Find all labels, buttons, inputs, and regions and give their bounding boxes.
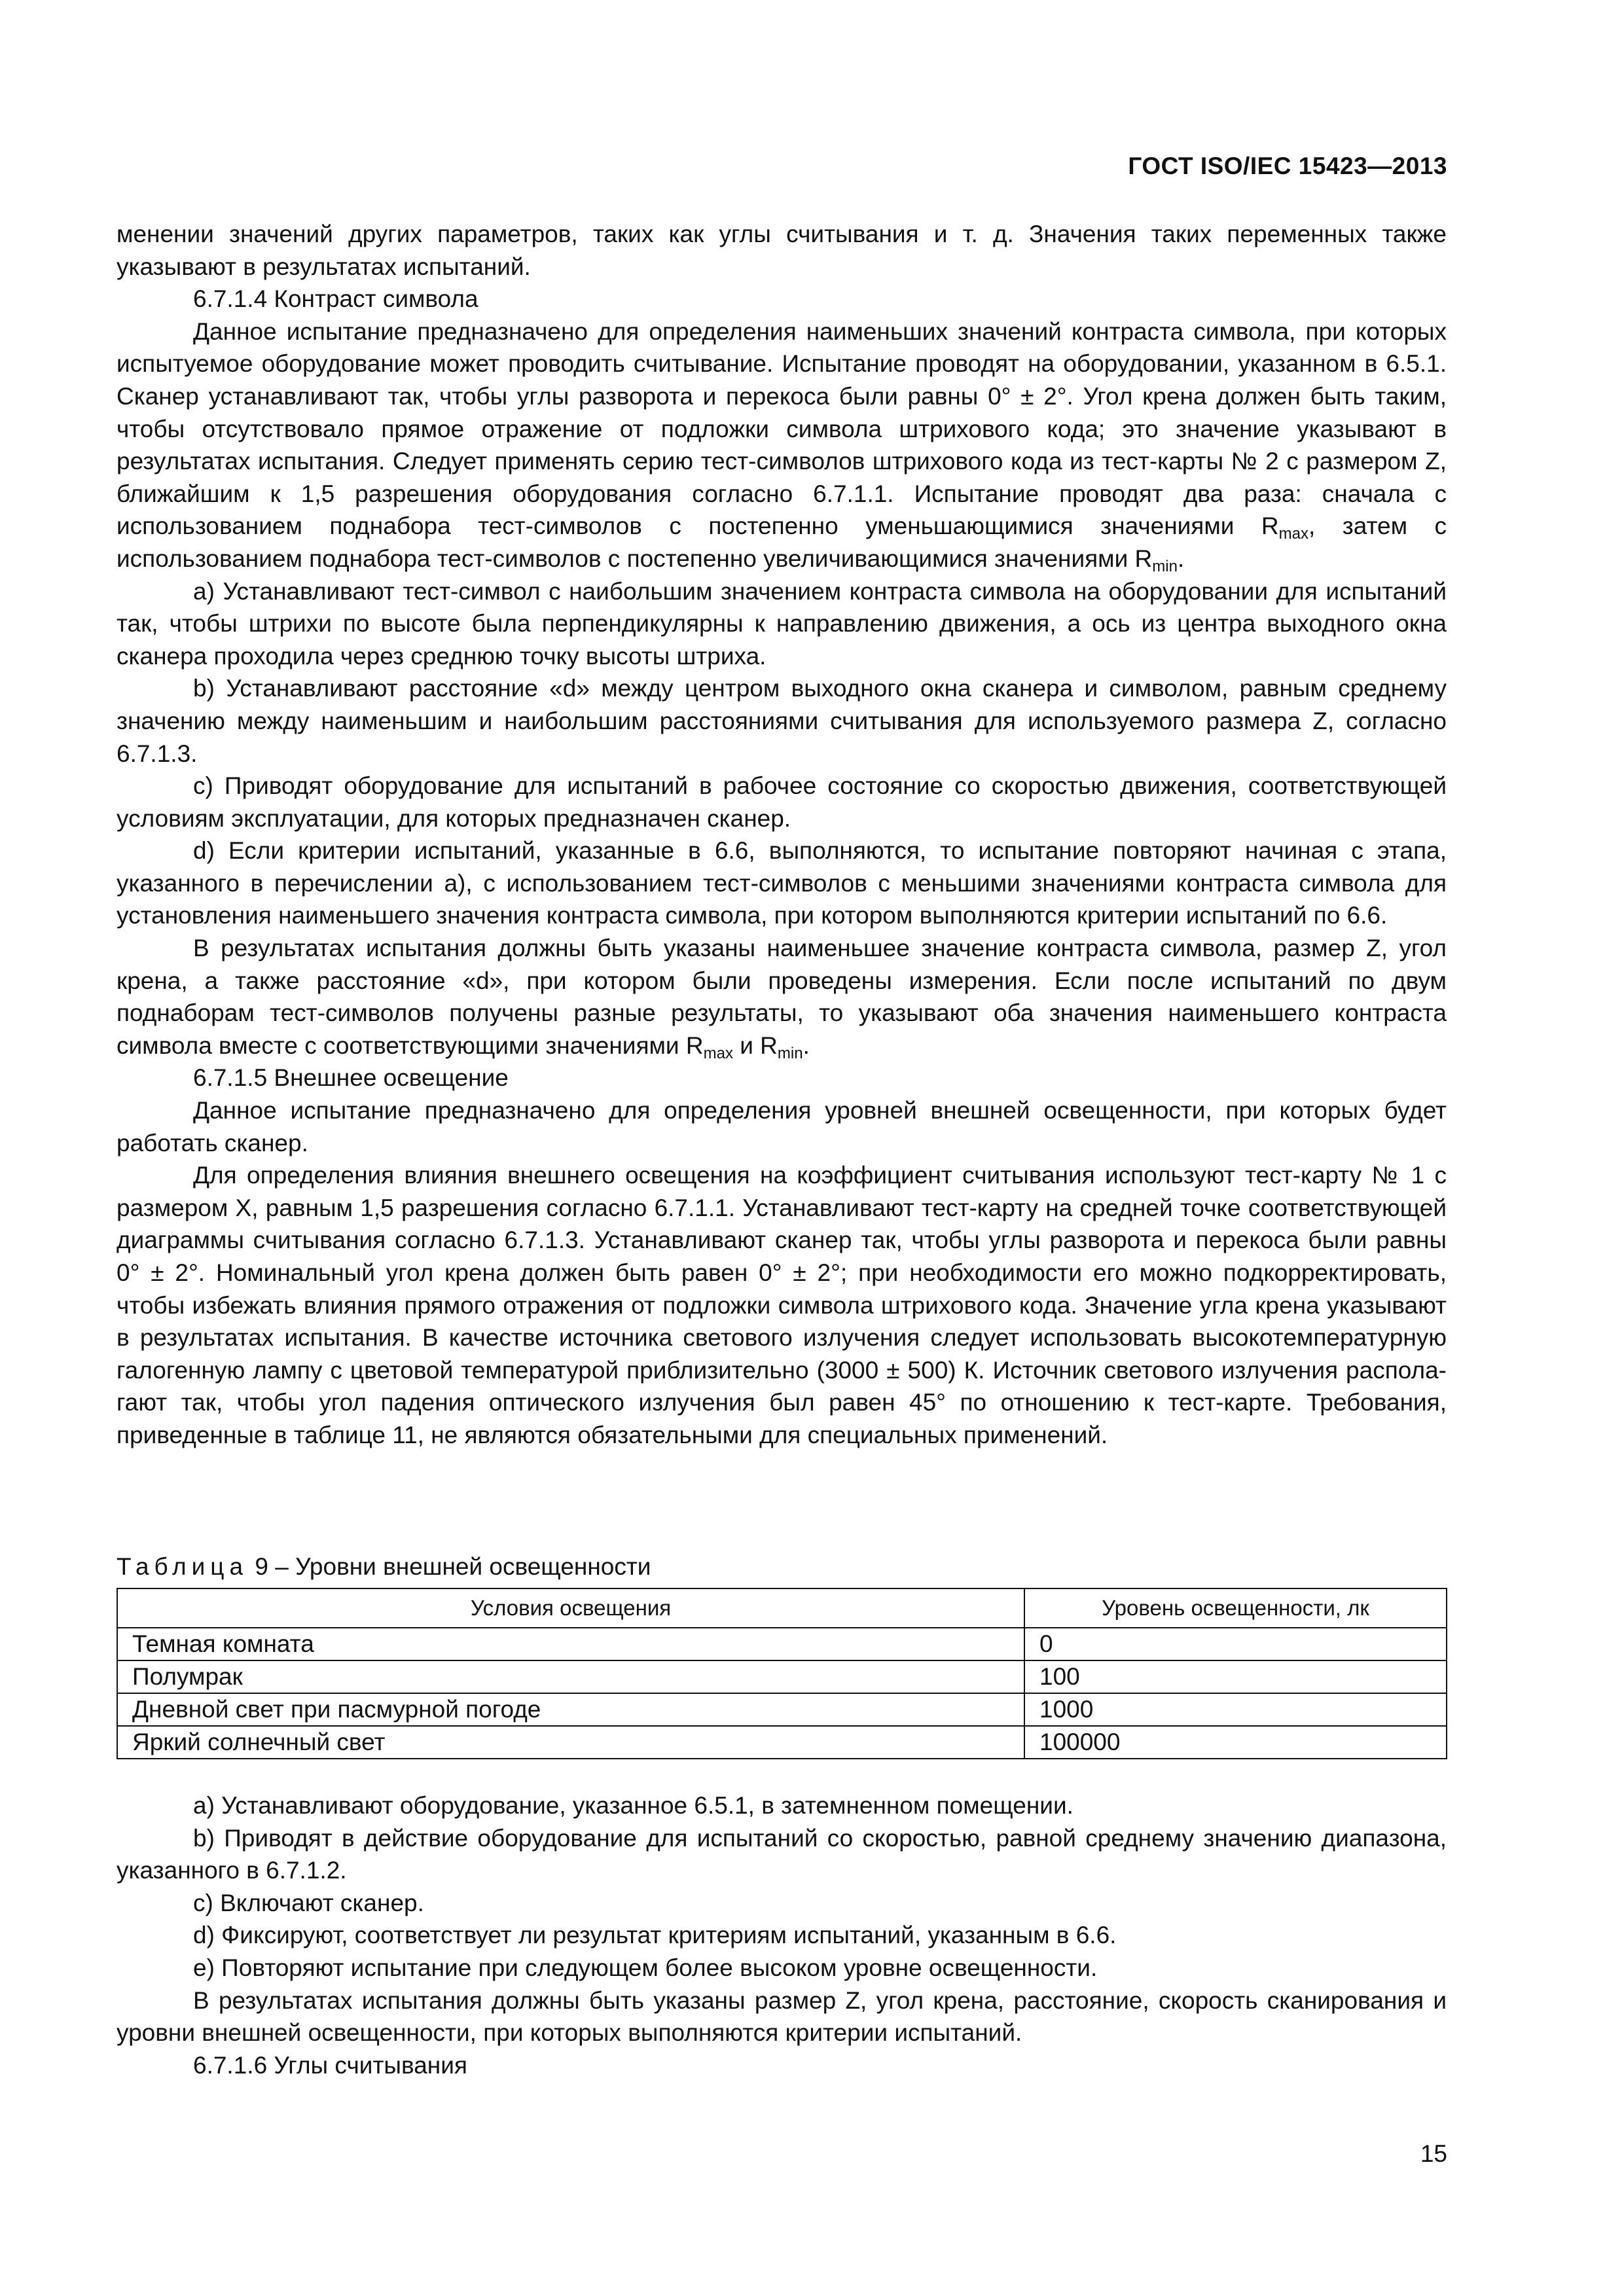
page-number: 15: [1420, 2140, 1447, 2167]
text-run: , затем с использованием поднабора тест-символов с постепенно увеличивающимися значениями R: [117, 512, 1447, 572]
subscript: max: [1278, 525, 1308, 543]
paragraph: менении значений других параметров, таких как углы считывания и т. д. Значения таких переменных также указывают в результатах испытаний.: [117, 221, 1447, 280]
subscript: max: [703, 1044, 733, 1062]
list-item: c) Включают сканер.: [193, 1889, 424, 1916]
table-cell: 1000: [1024, 1693, 1447, 1726]
subscript: min: [1152, 557, 1178, 575]
section-heading: 6.7.1.4 Контраст символа: [193, 285, 478, 313]
body-text-bottom: [117, 1789, 1447, 2081]
table-header-row: [117, 1588, 1447, 1628]
table-row: [117, 1628, 1447, 1660]
section-heading: 6.7.1.6 Углы считывания: [193, 2051, 467, 2079]
table-cell: Полумрак: [117, 1660, 1024, 1693]
paragraph: В результатах испытания должны быть указаны размер Z, угол крена, расстояние, скорость сканирования и уровни внешней освещенности, при которых выполняются критерии испытаний.: [117, 1986, 1447, 2047]
subscript: min: [777, 1044, 803, 1062]
list-item: a) Устанавливают оборудование, указанное 6.5.1, в затемненном помещении.: [193, 1792, 1074, 1819]
paragraph: [117, 932, 1447, 1062]
document-header: ГОСТ ISO/IEC 15423—2013: [1128, 152, 1447, 179]
text-run: .: [1177, 545, 1185, 572]
table-row: [117, 1693, 1447, 1726]
table-row: [117, 1660, 1447, 1693]
paragraph: Данное испытание предназначено для определения уровней внешней освещенности, при которых будет работать сканер.: [117, 1097, 1447, 1157]
table-row: [117, 1726, 1447, 1759]
list-item: b) Приводят в действие оборудование для испытаний со скоростью, равной среднему значению диапазона, указанного в 6.7.1.2.: [117, 1824, 1447, 1884]
table-caption-text: 9 – Уровни внешней освещенности: [248, 1553, 651, 1580]
text-run: .: [803, 1031, 810, 1059]
table-cell: Дневной свет при пасмурной погоде: [117, 1693, 1024, 1726]
list-item: c) Приводят оборудование для испытаний в рабочее состояние со скоростью движения, соответствующей условиям эксплуатации, для которых предназначен сканер.: [117, 772, 1447, 832]
paragraph: [117, 315, 1447, 575]
column-header: Уровень освещенности, лк: [1024, 1588, 1447, 1628]
list-item: a) Устанавливают тест-символ с наибольшим значением контраста символа на оборудовании для испытаний так, чтобы штрихи по высоте была перпендикулярны к направлению движения, а ось из центра выходного окна сканера проходила через среднюю точку высоты штриха.: [117, 577, 1447, 670]
paragraph: Для определения влияния внешнего освещения на коэффициент считывания используют тест-карту № 1 с размером X, равным 1,5 разрешения согласно 6.7.1.1. Устанавливают тест-карту на средней точке соответствующей диаграммы считывания согласно 6.7.1.3. Устанавливают сканер так, чтобы углы разворота и перекоса были равны 0° ± 2°. Номинальный угол крена должен быть равен 0° ± 2°; при необходимости его можно подкорректировать, чтобы избежать влияния прямого отражения от подложки символа штрихового кода. Значение угла крена указывают в результатах испытания. В качестве источника светового излучения следует использовать высокотемпературную галогенную лампу с цветовой температурой приблизительно (3000 ± 500) К. Источник светового излучения располагают так, чтобы угол падения оптического излучения был равен 45° по отношению к тест-карте. Требования, приведенные в таблице 11, не являются обязательными для специальных применений.: [117, 1162, 1447, 1448]
list-item: d) Если критерии испытаний, указанные в 6.6, выполняются, то испытание повторяют начиная с этапа, указанного в перечислении а), с использованием тест-символов с меньшими значениями контраста символа для установления наименьшего значения контраста символа, при котором выполняются критерии испытаний по 6.6.: [117, 837, 1447, 929]
section-heading: 6.7.1.5 Внешнее освещение: [193, 1064, 509, 1092]
text-run: Данное испытание предназначено для определения наименьших значений контраста символа, при которых испытуемое оборудование может проводить считывание. Испытание проводят на оборудовании, указанном в 6.5.1. Сканер устанавливают так, чтобы углы разворота и перекоса были равны 0° ± 2°. Угол крена должен быть таким, чтобы отсутствовало прямое отражение от подложки символа штрихового кода; это значение указывают в результатах испытания. Следует применять серию тест-символов штрихового кода из тест-карты № 2 с размером Z, ближайшим к 1,5 разрешения оборудования согласно 6.7.1.1. Испытание проводят два раза: сначала с использованием поднабора тест-символов с постепенно уменьшающимися значениями R: [117, 317, 1447, 540]
table-cell: Темная комната: [117, 1628, 1024, 1660]
text-run: В результатах испытания должны быть указаны наименьшее значение контраста символа, размер Z, угол крена, а также расстояние «d», при котором были проведены измерения. Если после испытаний по двум поднаборам тест-символов получены разные результаты, то указывают оба значения наименьшего контраста символа вместе с соответствующими значениями R: [117, 935, 1447, 1059]
list-item: b) Устанавливают расстояние «d» между центром выходного окна сканера и символом, равным среднему значению между наименьшим и наибольшим расстояниями считывания для используемого размера Z, согласно 6.7.1.3.: [117, 675, 1447, 767]
table-cell: Яркий солнечный свет: [117, 1726, 1024, 1759]
list-item: e) Повторяют испытание при следующем более высоком уровне освещенности.: [193, 1954, 1098, 1981]
list-item: d) Фиксируют, соответствует ли результат критериям испытаний, указанным в 6.6.: [193, 1922, 1117, 1949]
column-header: Условия освещения: [117, 1588, 1024, 1628]
body-text-top: [117, 218, 1447, 1452]
text-run: и R: [732, 1031, 778, 1059]
table-cell: 100000: [1024, 1726, 1447, 1759]
illumination-table: [117, 1588, 1447, 1759]
table-caption: [117, 1551, 651, 1583]
table-cell: 100: [1024, 1660, 1447, 1693]
table-caption-prefix: Таблица: [117, 1553, 249, 1580]
table-cell: 0: [1024, 1628, 1447, 1660]
